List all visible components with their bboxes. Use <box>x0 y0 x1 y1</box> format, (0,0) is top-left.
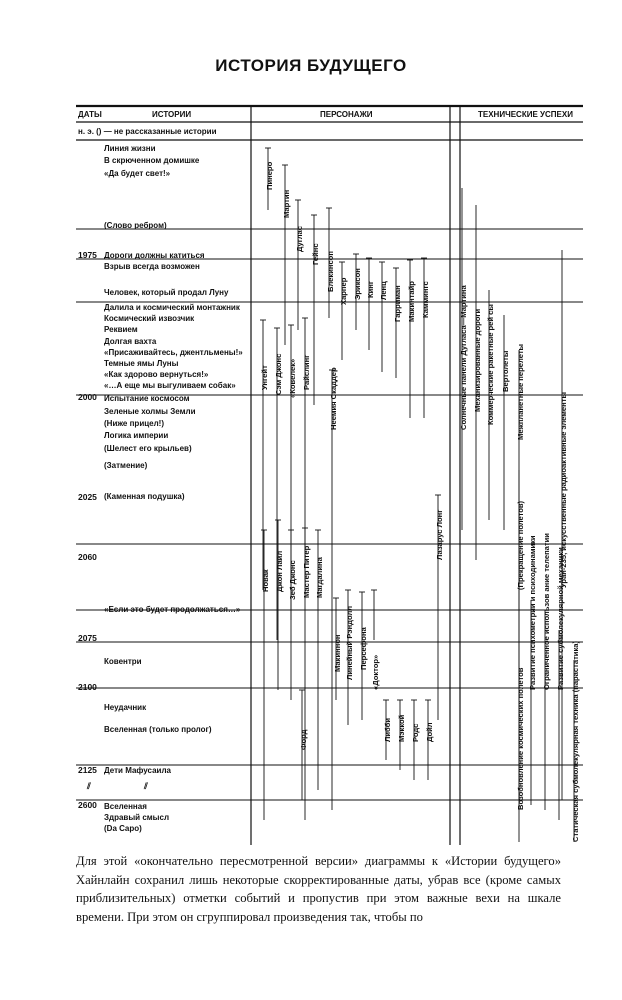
year-label: 1975 <box>78 250 97 260</box>
character-label: Дойл <box>425 722 434 742</box>
story-title: Далила и космический монтажник <box>104 303 240 312</box>
caption-paragraph: Для этой «окончательно пересмотренной версии» диаграммы к «Истории будущего» Хайнлайн сохранил лишь некоторые скорректированные даты, убрав все (кроме самых приблизительных) отметки событий и пропустив при этом важные вехи на шкале времени. При этом он сгруппировал произведения так, чтобы по <box>76 854 561 924</box>
character-label: Персефона <box>359 627 368 670</box>
story-title: Здравый смысл <box>104 813 170 822</box>
story-title: «Если это будет продолжаться…» <box>104 605 241 614</box>
tech-label: Развитие субмолекулярной механики <box>556 547 565 690</box>
character-label: Линейный Рэндолл <box>345 605 354 680</box>
year-label: 2000 <box>78 392 97 402</box>
story-title: Ковентри <box>104 657 142 666</box>
story-title: Линия жизни <box>104 144 156 153</box>
year-label: 2125 <box>78 765 97 775</box>
story-title: Долгая вахта <box>104 337 157 346</box>
character-label: Магдалина <box>315 557 324 598</box>
story-title: Темные ямы Луны <box>104 359 179 368</box>
character-label: Мартин <box>282 189 291 218</box>
story-title: Дороги должны катиться <box>104 251 205 260</box>
tech-label: (Прекращение полетов) <box>516 500 525 590</box>
character-label: Гарриман <box>393 285 402 322</box>
tech-label: Солнечные панели Дугласа—Мартина <box>459 285 468 430</box>
story-title: Взрыв всегда возможен <box>104 262 200 271</box>
tech-label: Развитие психометрии и психодинамики <box>528 535 537 690</box>
story-title: (Слово ребром) <box>104 221 167 230</box>
story-title: (Шелест его крыльев) <box>104 444 192 453</box>
story-title: (Da Capo) <box>104 824 142 833</box>
year-label: 2060 <box>78 552 97 562</box>
year-label: 2100 <box>78 682 97 692</box>
header-stories: ИСТОРИИ <box>152 110 192 119</box>
tech-label: Уран-235, искусственные радиоактивные элементы <box>559 392 568 588</box>
character-label: Макинтайр <box>407 281 416 322</box>
story-title: «Как здорово вернуться!» <box>104 370 209 379</box>
story-title: «Присаживайтесь, джентльмены!» <box>104 348 243 357</box>
character-label: Эриксон <box>353 268 362 300</box>
character-label: «Доктор» <box>371 654 380 690</box>
character-label: Унгейт <box>260 365 269 390</box>
header-tech: ТЕХНИЧЕСКИЕ УСПЕХИ <box>478 110 573 119</box>
character-label: «Ковелек» <box>288 358 297 398</box>
character-label: Гейнс <box>311 243 320 265</box>
tech-label: Возобновление космических полетов <box>516 667 525 810</box>
tech-label: Вертолеты <box>501 350 510 392</box>
character-label: Макиннон <box>333 634 342 672</box>
tech-label: Межпланетные перелеты <box>516 343 525 440</box>
page-title: ИСТОРИЯ БУДУЩЕГО <box>215 56 407 75</box>
story-title: (Затмение) <box>104 461 148 470</box>
story-title: Реквием <box>104 325 138 334</box>
character-label: Райслинг <box>302 354 311 390</box>
story-title: (Каменная подушка) <box>104 492 185 501</box>
character-label: Блекинсоп <box>326 251 335 292</box>
story-title: Дети Мафусаила <box>104 766 171 775</box>
story-title: Неудачник <box>104 703 147 712</box>
year-label: 2075 <box>78 633 97 643</box>
header-note: н. э. () — не рассказанные истории <box>78 127 217 136</box>
character-label: Пинеро <box>265 161 274 190</box>
header-characters: ПЕРСОНАЖИ <box>320 110 373 119</box>
character-label: Мастер Питер <box>302 545 311 598</box>
story-title: «Да будет свет!» <box>104 169 171 178</box>
character-label: Сэм Джонс <box>274 353 283 395</box>
year-label: 2600 <box>78 800 97 810</box>
tech-label: Ограниченное использов ание телепатии <box>542 533 551 690</box>
story-title: (Ниже прицел!) <box>104 419 165 428</box>
character-label: Форд <box>299 729 308 750</box>
tech-label: Коммерческие ракетные рей сы <box>486 304 495 425</box>
story-title: Логика империи <box>104 431 169 440</box>
character-label: Родс <box>411 723 420 742</box>
character-label: Новак <box>261 569 270 592</box>
character-label: Харпер <box>339 277 348 305</box>
tech-label: Механизированные дороги <box>473 308 482 412</box>
timeline-break-icon: ⫽ <box>144 781 148 791</box>
character-label: Джон Лайл <box>275 550 284 592</box>
timeline-break-icon: ⫽ <box>87 781 91 791</box>
story-title: Вселенная (только пролог) <box>104 725 212 734</box>
story-title: Испытание космосом <box>104 394 190 403</box>
header-dates: ДАТЫ <box>78 110 102 119</box>
character-label: Ленц <box>379 281 388 300</box>
story-title: В скрюченном домишке <box>104 156 200 165</box>
character-label: Каммингс <box>421 281 430 318</box>
character-label: Дуглас <box>295 226 304 252</box>
story-title: Космический извозчик <box>104 314 195 323</box>
character-label: Мэккой <box>397 714 406 742</box>
character-label: Кинг <box>366 280 375 298</box>
character-label: Неемия Скаддер <box>329 367 338 430</box>
character-label: Зеб Джонс <box>288 560 297 600</box>
year-label: 2025 <box>78 492 97 502</box>
story-title: Зеленые холмы Земли <box>104 407 196 416</box>
story-title: «…А еще мы выгуливаем собак» <box>104 381 236 390</box>
story-title: Человек, который продал Луну <box>104 288 229 297</box>
story-title: Вселенная <box>104 802 147 811</box>
character-label: Лазарус Лонг <box>435 509 444 560</box>
character-label: Либби <box>383 717 392 742</box>
tech-label: Статическая субмолекулярная техника (парастатика) <box>571 640 580 842</box>
